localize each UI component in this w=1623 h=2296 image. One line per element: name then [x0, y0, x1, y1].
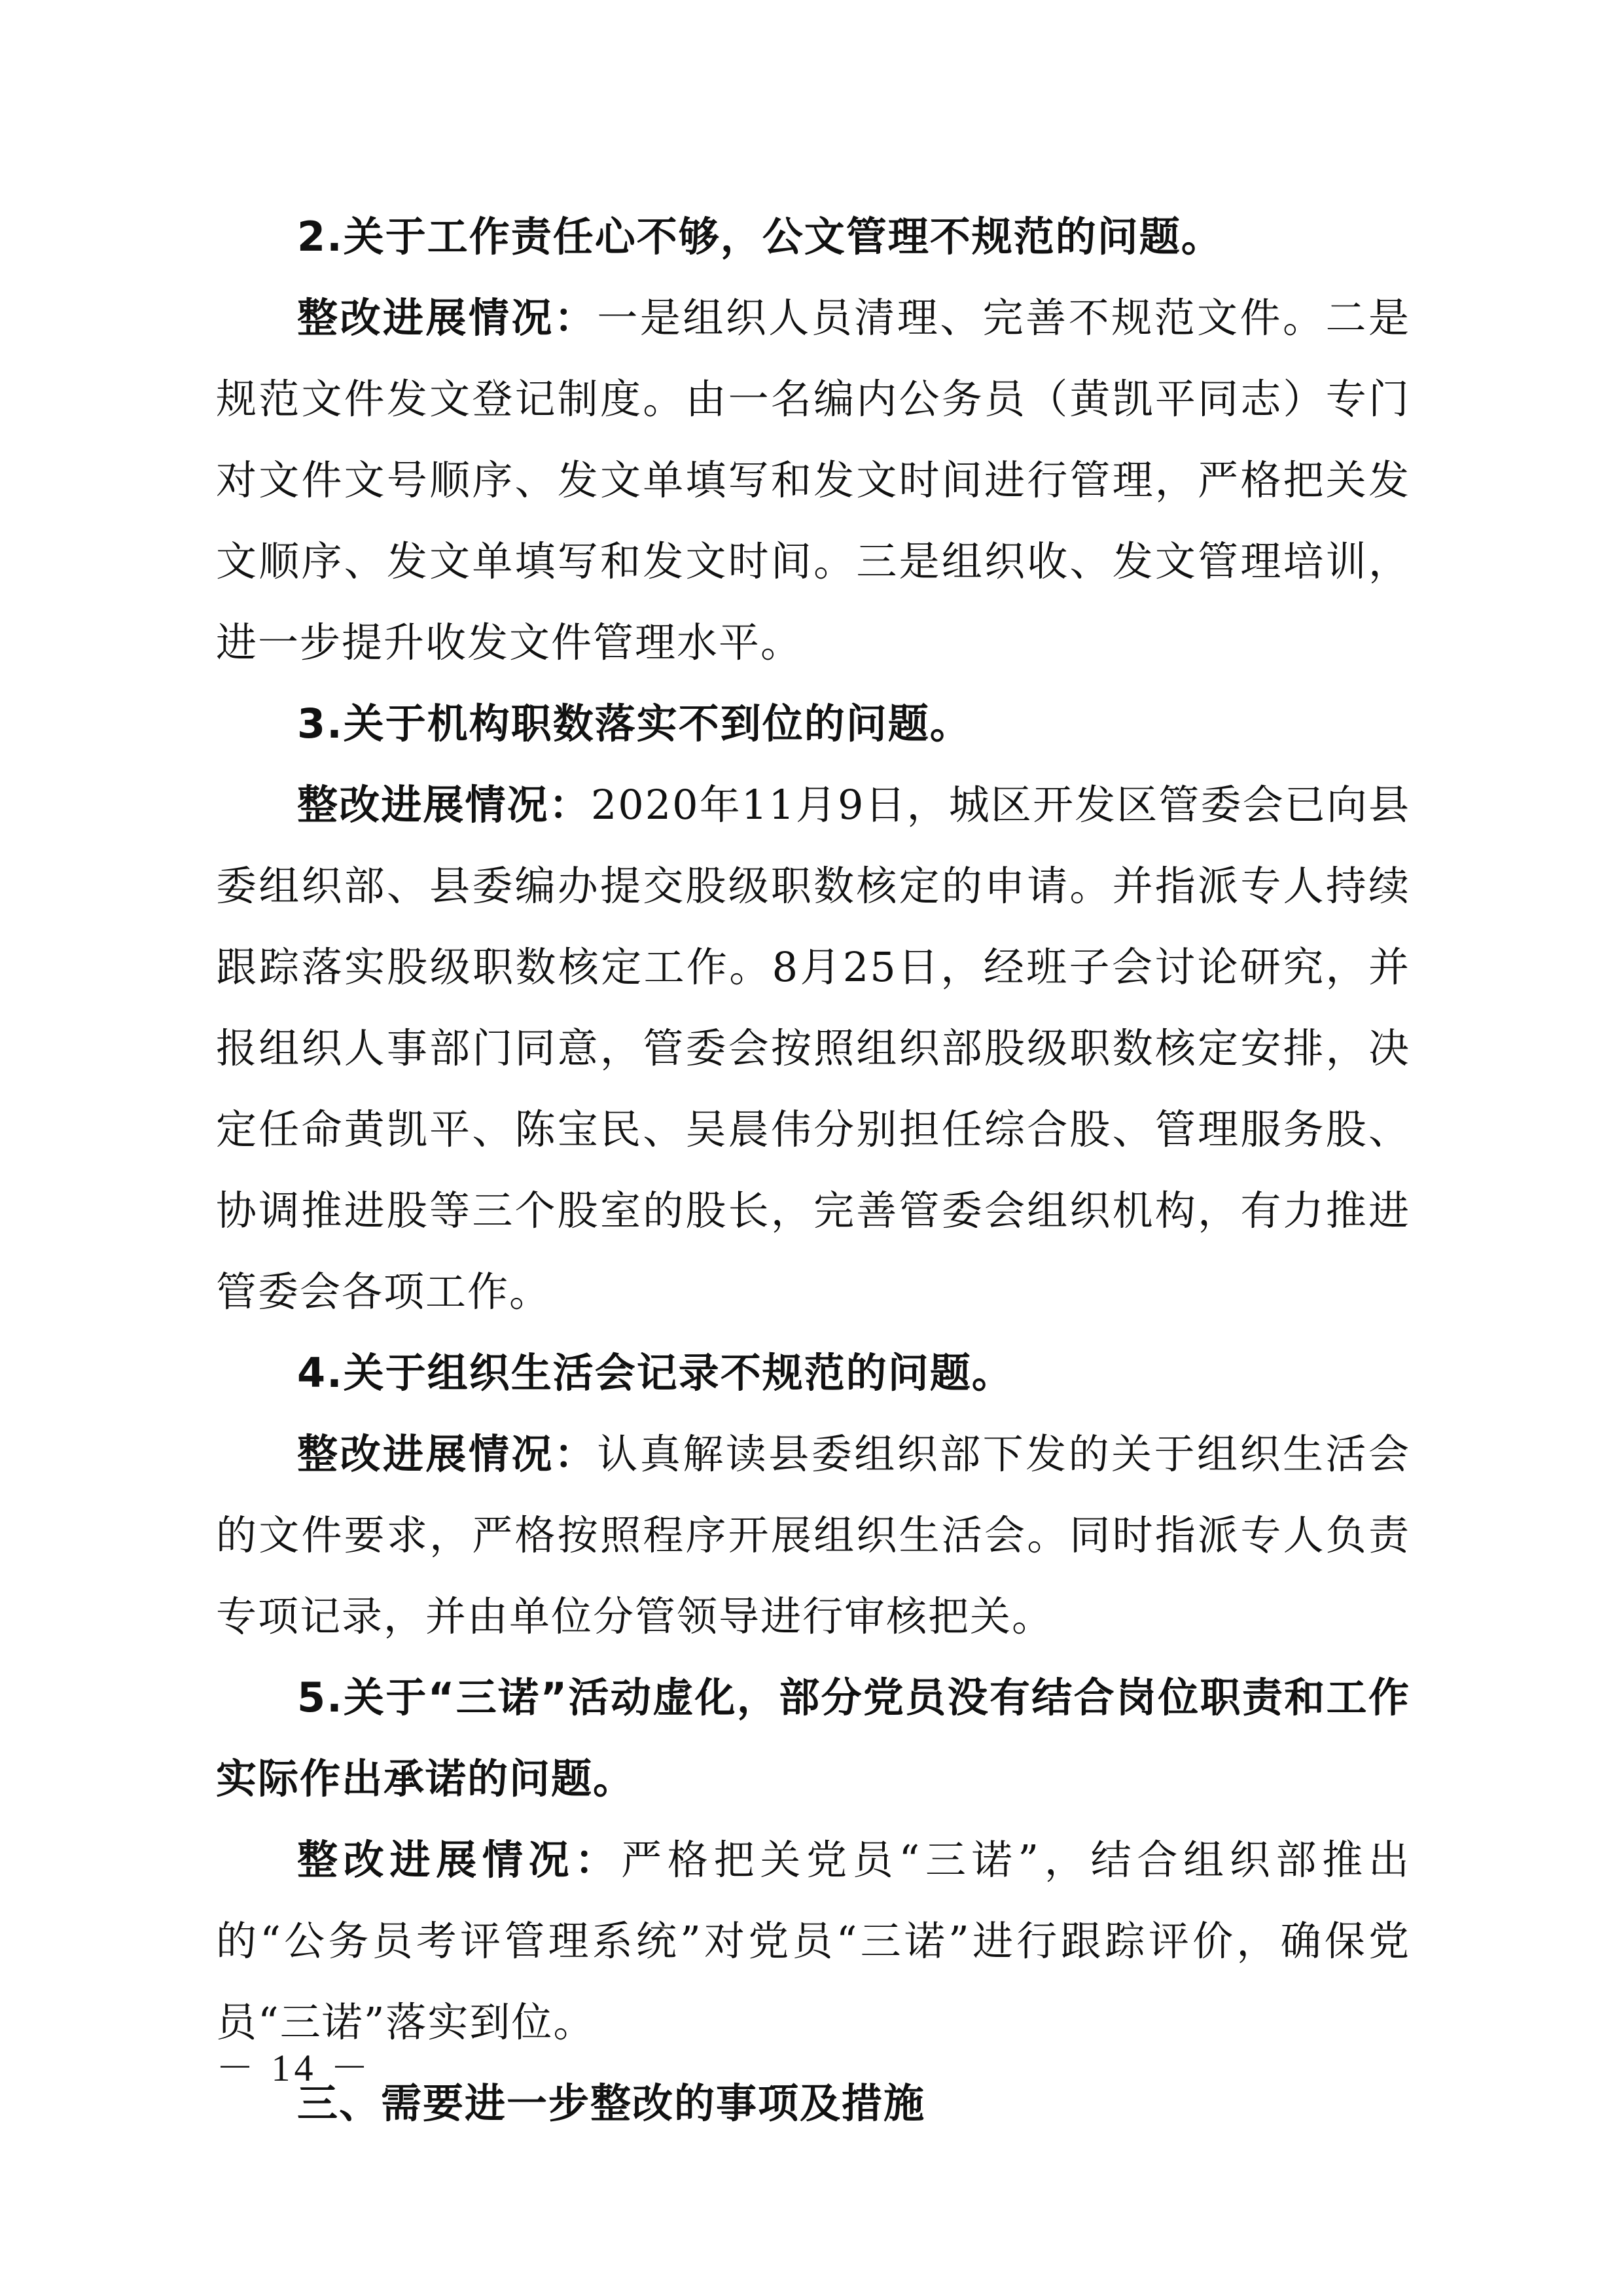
section-heading-3: 3.关于机构职数落实不到位的问题。	[297, 700, 972, 747]
progress-paragraph-3	[216, 764, 1410, 1333]
progress-lead: 整改进展情况：	[297, 781, 591, 829]
progress-lead: 整改进展情况：	[297, 1836, 622, 1884]
progress-text: 严格把关党员“三诺”，结合组织部推出的“公务员考评管理系统”对党员“三诺”进行跟踪评价，确保党员“三诺”落实到位。	[216, 1836, 1410, 2046]
progress-text: 2020年11月9日，城区开发区管委会已向县委组织部、县委编办提交股级职数核定的申请。并指派专人持续跟踪落实股级职数核定工作。8月25日，经班子会讨论研究，并报组织人事部门同意，管委会按照组织部股级职数核定安排，决定任命黄凯平、陈宝民、吴晨伟分别担任综合股、管理服务股、协调推进股等三个股室的股长，完善管委会组织机构，有力推进管委会各项工作。	[216, 781, 1410, 1316]
section-heading-2: 2.关于工作责任心不够，公文管理不规范的问题。	[297, 213, 1223, 260]
page-number: － 14 －	[216, 2047, 373, 2089]
document-body	[216, 196, 1410, 2144]
section-heading-4: 4.关于组织生活会记录不规范的问题。	[297, 1349, 1014, 1397]
progress-paragraph-5	[216, 1820, 1410, 2063]
progress-paragraph-2	[216, 278, 1410, 683]
progress-lead: 整改进展情况：	[297, 294, 597, 342]
progress-paragraph-4	[216, 1414, 1410, 1657]
progress-lead: 整改进展情况：	[297, 1430, 597, 1478]
progress-text: 认真解读县委组织部下发的关于组织生活会的文件要求，严格按照程序开展组织生活会。同时指派专人负责专项记录，并由单位分管领导进行审核把关。	[216, 1430, 1410, 1640]
progress-text: 一是组织人员清理、完善不规范文件。二是规范文件发文登记制度。由一名编内公务员（黄凯平同志）专门对文件文号顺序、发文单填写和发文时间进行管理，严格把关发文顺序、发文单填写和发文时间。三是组织收、发文管理培训，进一步提升收发文件管理水平。	[216, 294, 1410, 666]
section-heading-5: 5.关于“三诺”活动虚化，部分党员没有结合岗位职责和工作实际作出承诺的问题。	[216, 1674, 1410, 1803]
chapter-heading-3: 三、需要进一步整改的事项及措施	[297, 2079, 926, 2127]
